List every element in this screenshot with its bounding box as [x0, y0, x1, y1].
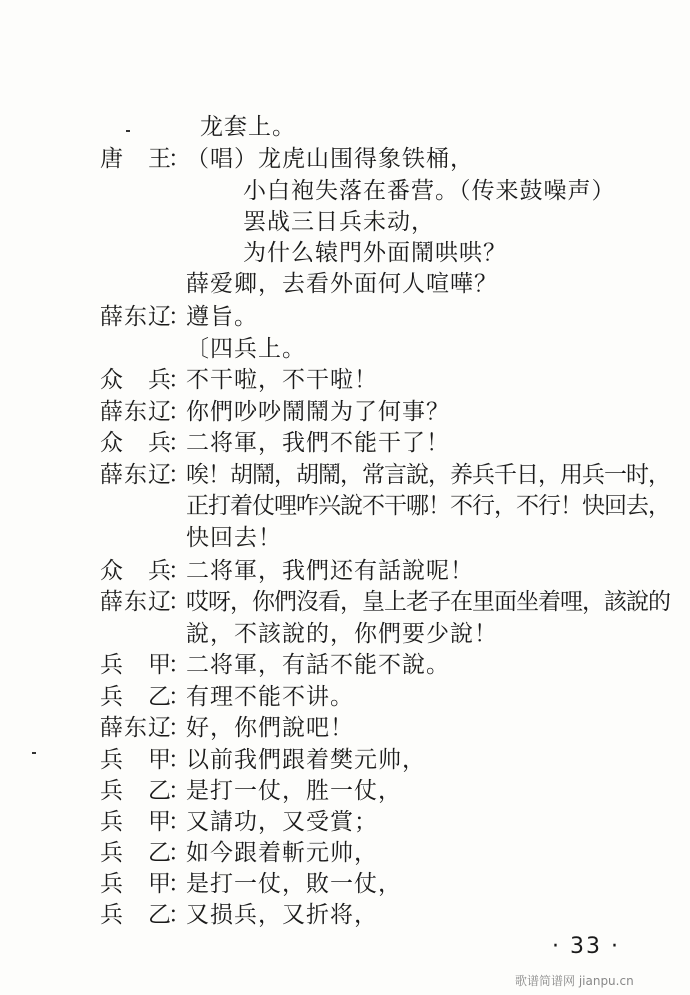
dialogue-line: 快回去！ — [186, 525, 282, 551]
dialogue-line: 二将軍，有話不能不說。 — [186, 652, 450, 678]
dialogue-line: 正打着仗哩咋兴說不干哪！不行，不行！快回去， — [186, 493, 670, 519]
speaker-label: 众 兵 — [100, 558, 172, 584]
dialogue-line: 二将軍，我們不能干了！ — [186, 430, 450, 456]
dialogue-line: 是打一仗，敗一仗， — [186, 871, 402, 897]
speaker-colon: ： — [168, 367, 191, 393]
speaker-label: 薛东辽 — [100, 304, 172, 330]
speaker-label: 兵 甲 — [100, 747, 172, 773]
dialogue-line: 薛爱卿，去看外面何人喧嘩？ — [186, 271, 498, 297]
dialogue-line: 二将軍，我們还有話說呢！ — [186, 558, 474, 584]
speaker-colon: ： — [168, 871, 191, 897]
speaker-colon: ： — [168, 652, 191, 678]
speaker-label: 兵 甲 — [100, 809, 172, 835]
speaker-colon: ： — [168, 840, 191, 866]
speaker-colon: ： — [168, 399, 191, 425]
speaker-label: 薛东辽 — [100, 589, 172, 615]
speaker-colon: ： — [168, 304, 191, 330]
speaker-colon: ： — [168, 146, 191, 172]
speaker-colon: ： — [168, 715, 191, 741]
watermark-text: 歌谱简谱网 jianpu.cn — [515, 974, 634, 988]
speaker-colon: ： — [168, 589, 191, 615]
speaker-label: 兵 乙 — [100, 778, 172, 804]
dialogue-line: 又請功，又受賞； — [186, 809, 378, 835]
speaker-colon: ： — [168, 684, 191, 710]
speaker-colon: ： — [168, 902, 191, 928]
margin-mark — [32, 752, 36, 754]
dialogue-line: 小白袍失落在番营。（传来鼓噪声） — [243, 178, 616, 204]
dialogue-line: 遵旨。 — [186, 304, 258, 330]
speaker-colon: ： — [168, 558, 191, 584]
dialogue-line: 如今跟着斬元帅， — [186, 840, 378, 866]
stage-direction: 龙套上。 — [200, 114, 296, 140]
speaker-label: 众 兵 — [100, 367, 172, 393]
speaker-label: 兵 甲 — [100, 652, 172, 678]
dialogue-line: 又损兵，又折将， — [186, 902, 378, 928]
dialogue-line: 唉！胡鬧，胡鬧，常言說，养兵千日，用兵一时， — [186, 462, 670, 488]
page-number: · 33 · — [552, 934, 620, 959]
dialogue-line: 你們吵吵鬧鬧为了何事？ — [186, 399, 450, 425]
dialogue-line: 不干啦，不干啦！ — [186, 367, 378, 393]
dialogue-line: 罢战三日兵未动， — [243, 209, 435, 235]
speaker-label: 兵 甲 — [100, 871, 172, 897]
speaker-colon: ： — [168, 809, 191, 835]
speaker-colon: ： — [168, 747, 191, 773]
speaker-label: 薛东辽 — [100, 715, 172, 741]
dialogue-line: （唱）龙虎山围得象铁桶， — [186, 146, 474, 172]
speaker-label: 薛东辽 — [100, 462, 172, 488]
dialogue-line: 是打一仗，胜一仗， — [186, 778, 402, 804]
dialogue-line: 說，不該說的，你們要少說！ — [186, 621, 498, 647]
speaker-colon: ： — [168, 430, 191, 456]
speaker-colon: ： — [168, 778, 191, 804]
dialogue-line: 以前我們跟着樊元帅， — [186, 747, 426, 773]
margin-mark — [126, 130, 130, 132]
speaker-label: 众 兵 — [100, 430, 172, 456]
speaker-colon: ： — [168, 462, 191, 488]
dialogue-line: 哎呀，你們沒看，皇上老子在里面坐着哩，該說的 — [186, 589, 670, 615]
speaker-label: 兵 乙 — [100, 902, 172, 928]
stage-direction: 〔四兵上。 — [186, 336, 306, 362]
dialogue-line: 好，你們說吧！ — [186, 715, 354, 741]
speaker-label: 兵 乙 — [100, 840, 172, 866]
speaker-label: 唐 王 — [100, 146, 172, 172]
speaker-label: 兵 乙 — [100, 684, 172, 710]
dialogue-line: 为什么辕門外面鬧哄哄？ — [243, 240, 507, 266]
speaker-label: 薛东辽 — [100, 399, 172, 425]
dialogue-line: 有理不能不讲。 — [186, 684, 354, 710]
